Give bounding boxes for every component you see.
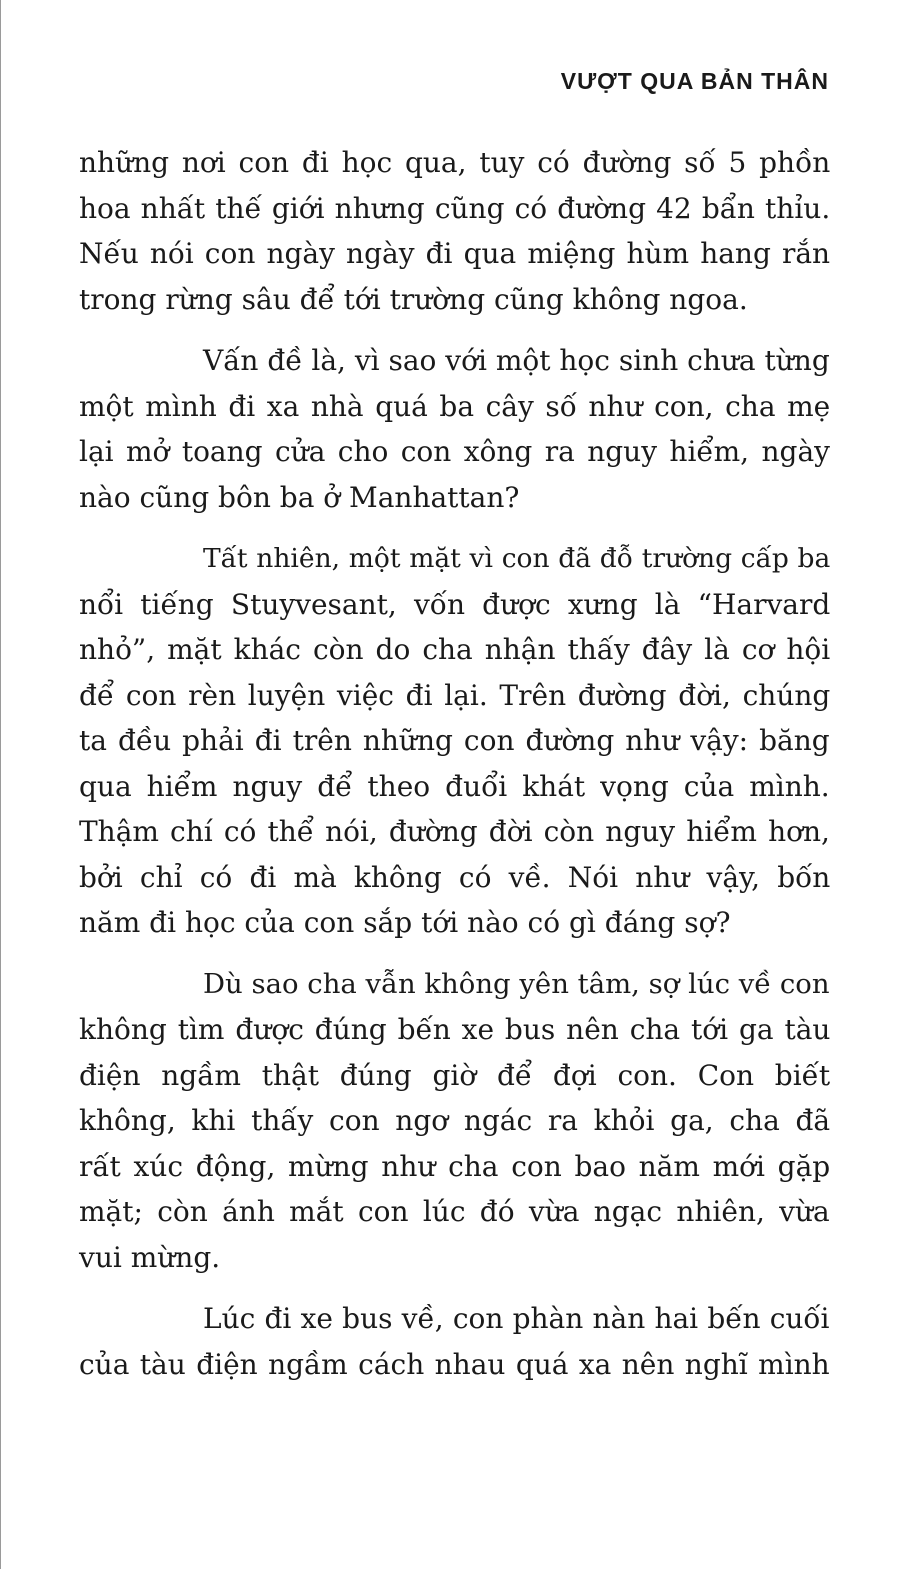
page-body — [79, 140, 830, 1403]
text-line: vui mừng. — [79, 1240, 221, 1274]
text-line: một mình đi xa nhà quá ba cây số như con, cha mẹ — [79, 389, 831, 423]
paragraph-2 — [79, 338, 830, 520]
text-line: những nơi con đi học qua, tuy có đường số 5 phồn — [79, 146, 831, 179]
text-line: qua hiểm nguy để theo đuổi khát vọng của mình. — [79, 769, 830, 803]
text-line: điện ngầm thật đúng giờ để đợi con. Con biết — [79, 1058, 831, 1092]
text-line: năm đi học của con sắp tới nào có gì đáng sợ? — [79, 906, 731, 939]
text-line: bởi chỉ có đi mà không có về. Nói như vậy, bốn — [79, 860, 831, 894]
text-line: rất xúc động, mừng như cha con bao năm mới gặp — [79, 1149, 831, 1183]
text-line: nổi tiếng Stuyvesant, vốn được xưng là “Harvard — [79, 587, 831, 621]
text-line: không tìm được đúng bến xe bus nên cha tới ga tàu — [79, 1013, 831, 1046]
text-line: mặt; còn ánh mắt con lúc đó vừa ngạc nhiên, vừa — [79, 1195, 830, 1228]
text-line: để con rèn luyện việc đi lại. Trên đường đời, chúng — [79, 678, 831, 712]
text-line: Lúc đi xe bus về, con phàn nàn hai bến cuối — [203, 1302, 830, 1335]
text-line: nào cũng bôn ba ở Manhattan? — [79, 480, 520, 514]
text-line: nhỏ”, mặt khác còn do cha nhận thấy đây là cơ hội — [79, 633, 831, 666]
text-line: Thậm chí có thể nói, đường đời còn nguy hiểm hơn, — [79, 815, 830, 848]
text-line: ta đều phải đi trên những con đường như vậy: băng — [79, 724, 830, 757]
paragraph-3 — [79, 536, 830, 946]
page-edge — [0, 0, 1, 1569]
paragraph-5 — [79, 1296, 830, 1387]
text-line: của tàu điện ngầm cách nhau quá xa nên nghĩ mình — [79, 1347, 830, 1381]
text-line: Nếu nói con ngày ngày đi qua miệng hùm hang rắn — [79, 237, 831, 270]
text-line: lại mở toang cửa cho con xông ra nguy hiểm, ngày — [79, 435, 830, 468]
text-line: Vấn đề là, vì sao với một học sinh chưa từng — [203, 344, 830, 377]
text-line: hoa nhất thế giới nhưng cũng có đường 42 bẩn thỉu. — [79, 191, 831, 225]
text-line: không, khi thấy con ngơ ngác ra khỏi ga, cha đã — [79, 1104, 831, 1137]
text-line: Dù sao cha vẫn không yên tâm, sợ lúc về con — [203, 967, 830, 1000]
paragraph-4 — [79, 962, 830, 1281]
text-line: Tất nhiên, một mặt vì con đã đỗ trường cấp ba — [203, 543, 831, 574]
running-header: VƯỢT QUA BẢN THÂN — [560, 68, 829, 94]
text-line: trong rừng sâu để tới trường cũng không ngoa. — [79, 282, 748, 316]
paragraph-1 — [79, 140, 830, 322]
